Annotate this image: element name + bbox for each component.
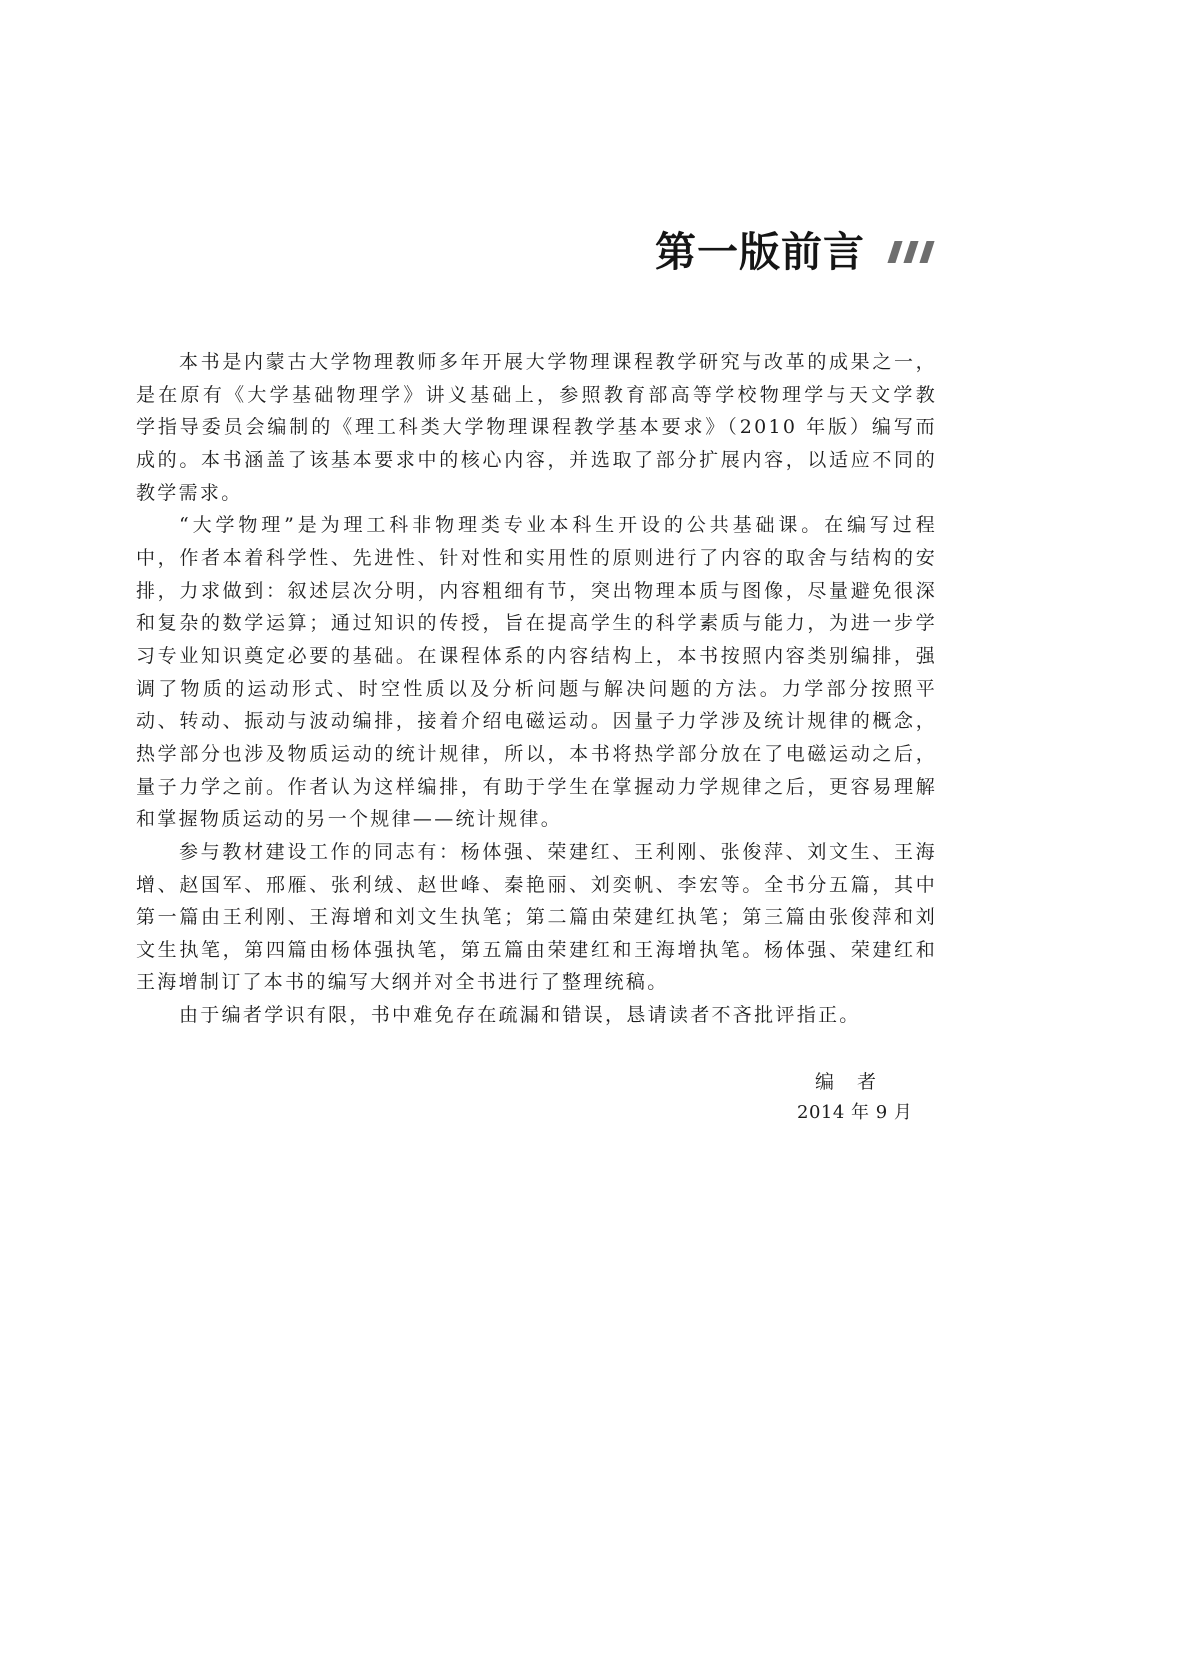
text-line: 成的。本书涵盖了该基本要求中的核心内容，并选取了部分扩展内容，以适应不同的 bbox=[136, 448, 937, 471]
text-line: 和复杂的数学运算；通过知识的传授，旨在提高学生的科学素质与能力，为进一步学 bbox=[136, 612, 937, 635]
text-line: 教学需求。 bbox=[136, 481, 243, 504]
deco-bar bbox=[919, 241, 934, 263]
slanted-bars-icon bbox=[889, 241, 939, 265]
text-line: 动、转动、振动与波动编排，接着介绍电磁运动。因量子力学涉及统计规律的概念， bbox=[136, 710, 937, 733]
text-line: 本书是内蒙古大学物理教师多年开展大学物理课程教学研究与改革的成果之一， bbox=[179, 351, 937, 373]
text-line: 是在原有《大学基础物理学》讲义基础上，参照教育部高等学校物理学与天文学教 bbox=[136, 383, 937, 406]
paragraph-2 bbox=[136, 509, 937, 836]
text-line: 参与教材建设工作的同志有：杨体强、荣建红、王利刚、张俊萍、刘文生、王海 bbox=[179, 840, 937, 863]
text-line: 量子力学之前。作者认为这样编排，有助于学生在掌握动力学规律之后，更容易理解 bbox=[136, 775, 937, 798]
text-line: 学指导委员会编制的《理工科类大学物理课程教学基本要求》（2010 年版）编写而 bbox=[136, 416, 937, 439]
deco-bar bbox=[887, 241, 902, 263]
text-line: 由于编者学识有限，书中难免存在疏漏和错误，恳请读者不吝批评指正。 bbox=[179, 1004, 861, 1027]
text-line: 第一篇由王利刚、王海增和刘文生执笔；第二篇由荣建红执笔；第三篇由张俊萍和刘 bbox=[136, 906, 937, 929]
text-line: 热学部分也涉及物质运动的统计规律，所以，本书将热学部分放在了电磁运动之后， bbox=[136, 742, 937, 765]
text-line: 排，力求做到：叙述层次分明，内容粗细有节，突出物理本质与图像，尽量避免很深 bbox=[136, 579, 937, 602]
signature-author: 编 者 bbox=[815, 1071, 879, 1093]
deco-bar bbox=[903, 241, 918, 263]
page-title: 第一版前言 bbox=[655, 228, 865, 276]
preface-body bbox=[136, 346, 937, 1032]
text-line: 习专业知识奠定必要的基础。在课程体系的内容结构上，本书按照内容类别编排，强 bbox=[136, 644, 937, 667]
paragraph-4 bbox=[136, 999, 937, 1032]
text-line: 文生执笔，第四篇由杨体强执笔，第五篇由荣建红和王海增执笔。杨体强、荣建红和 bbox=[136, 938, 937, 961]
signature-date: 2014 年 9 月 bbox=[797, 1102, 913, 1123]
text-line: 增、赵国军、邢雁、张利绒、赵世峰、秦艳丽、刘奕帆、李宏等。全书分五篇，其中 bbox=[136, 873, 937, 896]
text-line: 中，作者本着科学性、先进性、针对性和实用性的原则进行了内容的取舍与结构的安 bbox=[136, 546, 937, 569]
paragraph-1 bbox=[136, 346, 937, 509]
text-line: 王海增制订了本书的编写大纲并对全书进行了整理统稿。 bbox=[136, 971, 669, 994]
text-line: “大学物理”是为理工科非物理类专业本科生开设的公共基础课。在编写过程 bbox=[179, 514, 937, 537]
text-line: 和掌握物质运动的另一个规律——统计规律。 bbox=[136, 808, 563, 831]
paragraph-3 bbox=[136, 836, 937, 999]
text-line: 调了物质的运动形式、时空性质以及分析问题与解决问题的方法。力学部分按照平 bbox=[136, 677, 937, 700]
